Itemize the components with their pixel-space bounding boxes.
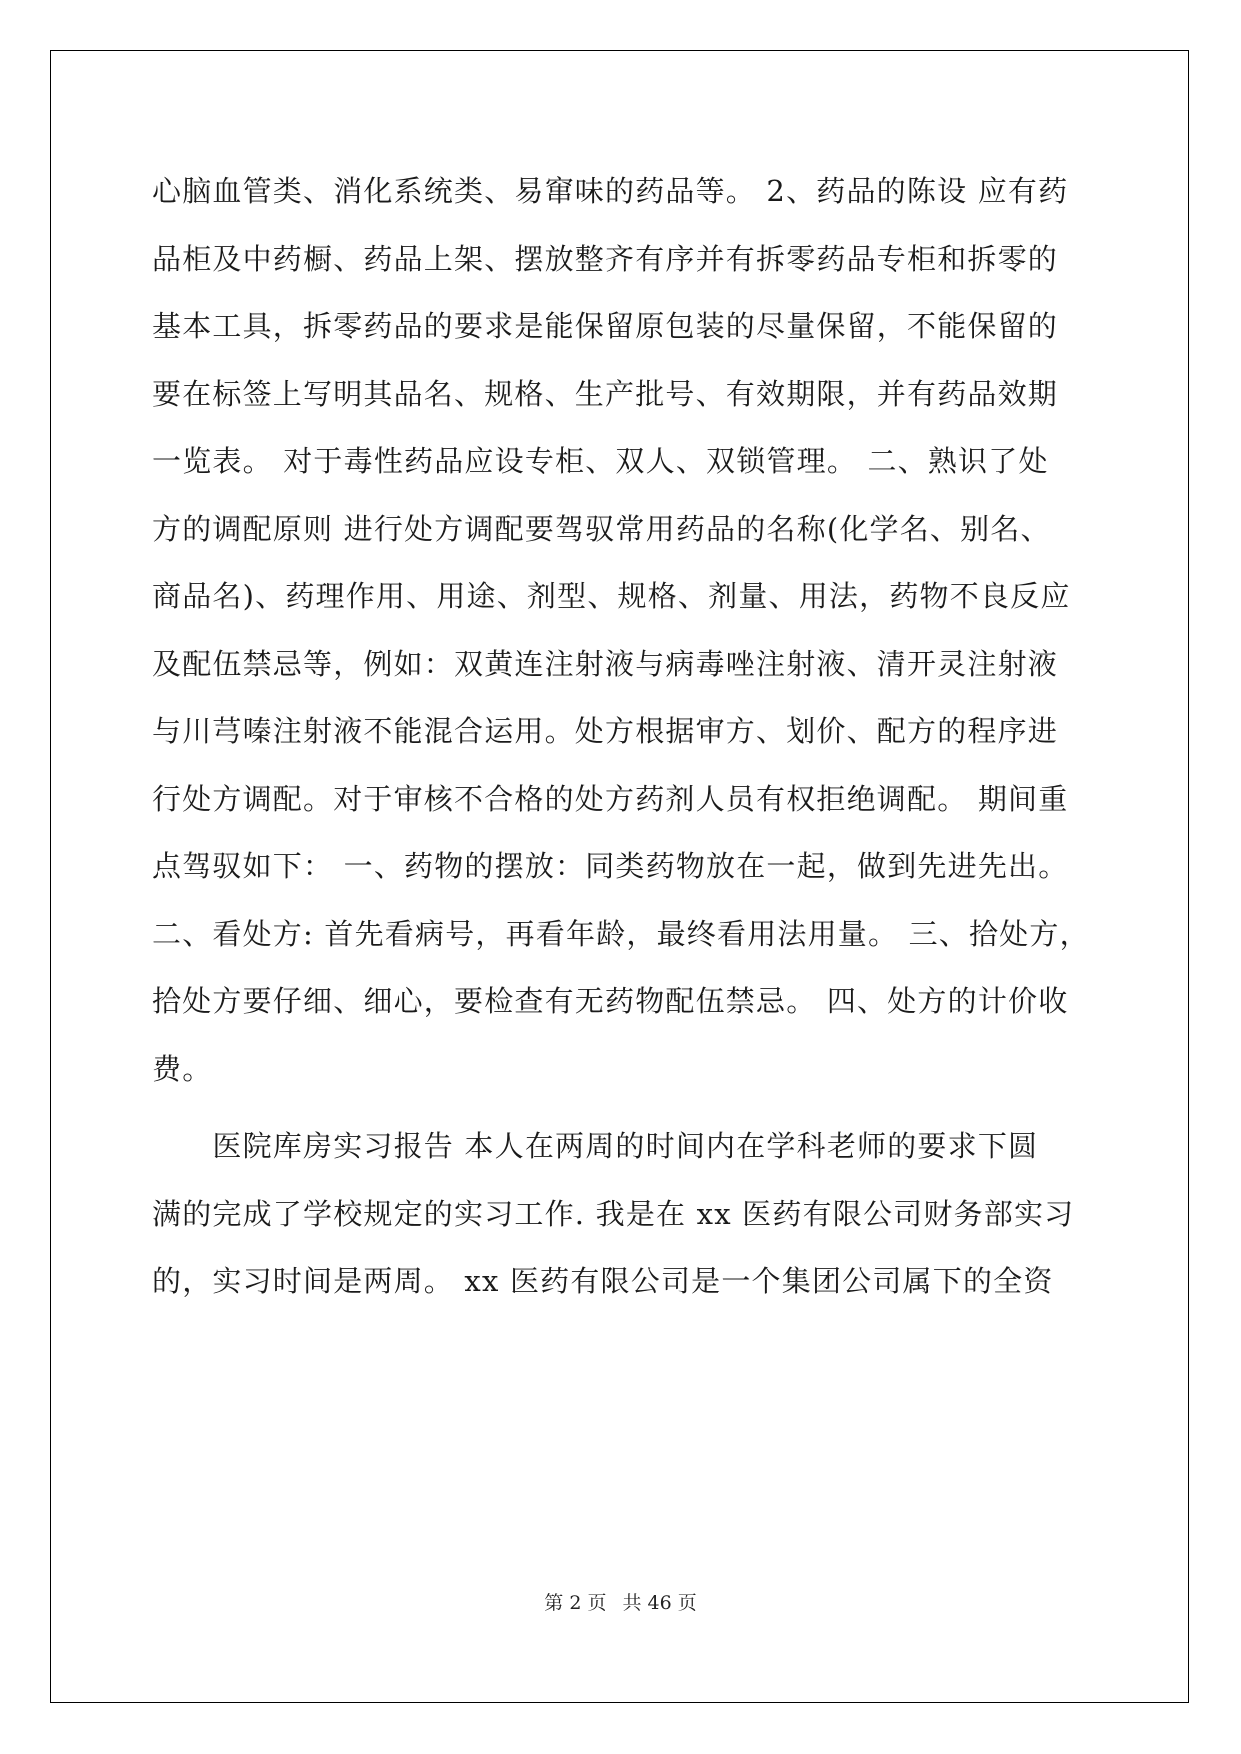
text-line: 满的完成了学校规定的实习工作. 我是在 xx 医药有限公司财务部实习 xyxy=(152,1196,1075,1231)
text-line: 与川芎嗪注射液不能混合运用。处方根据审方、划价、配方的程序进 xyxy=(152,714,1059,748)
text-line: 一览表。 对于毒性药品应设专柜、双人、双锁管理。 二、熟识了处 xyxy=(152,444,1049,478)
text-line: 行处方调配。对于审核不合格的处方药剂人员有权拒绝调配。 期间重 xyxy=(152,781,1069,816)
text-line: 的，实习时间是两周。 xx 医药有限公司是一个集团公司属下的全资 xyxy=(152,1264,1054,1298)
text-line: 商品名)、药理作用、用途、剂型、规格、剂量、用法，药物不良反应 xyxy=(152,579,1071,613)
total-pages: 共 46 页 xyxy=(622,1592,697,1614)
text-line: 品柜及中药橱、药品上架、摆放整齐有序并有拆零药品专柜和拆零的 xyxy=(152,241,1059,276)
text-line: 及配伍禁忌等，例如：双黄连注射液与病毒唑注射液、清开灵注射液 xyxy=(152,646,1059,681)
text-line: 心脑血管类、消化系统类、易窜味的药品等。 2、药品的陈设 应有药 xyxy=(152,174,1069,208)
text-line: 基本工具，拆零药品的要求是能保留原包装的尽量保留，不能保留的 xyxy=(152,309,1059,343)
text-line: 费。 xyxy=(152,1051,213,1086)
page-footer xyxy=(0,1588,1241,1615)
text-line: 点驾驭如下： 一、药物的摆放：同类药物放在一起，做到先进先出。 xyxy=(152,849,1069,883)
text-line: 二、看处方: 首先看病号，再看年龄，最终看用法用量。 三、拾处方， xyxy=(152,916,1090,951)
text-line: 方的调配原则 进行处方调配要驾驭常用药品的名称(化学名、别名、 xyxy=(152,511,1051,546)
text-line: 拾处方要仔细、细心，要检查有无药物配伍禁忌。 四、处方的计价收 xyxy=(152,984,1069,1018)
document-body xyxy=(152,158,1090,1316)
text-line: 医院库房实习报告 本人在两周的时间内在学科老师的要求下圆 xyxy=(152,1129,1039,1163)
text-line: 要在标签上写明其品名、规格、生产批号、有效期限，并有药品效期 xyxy=(152,376,1059,411)
page-number: 第 2 页 xyxy=(544,1592,607,1614)
